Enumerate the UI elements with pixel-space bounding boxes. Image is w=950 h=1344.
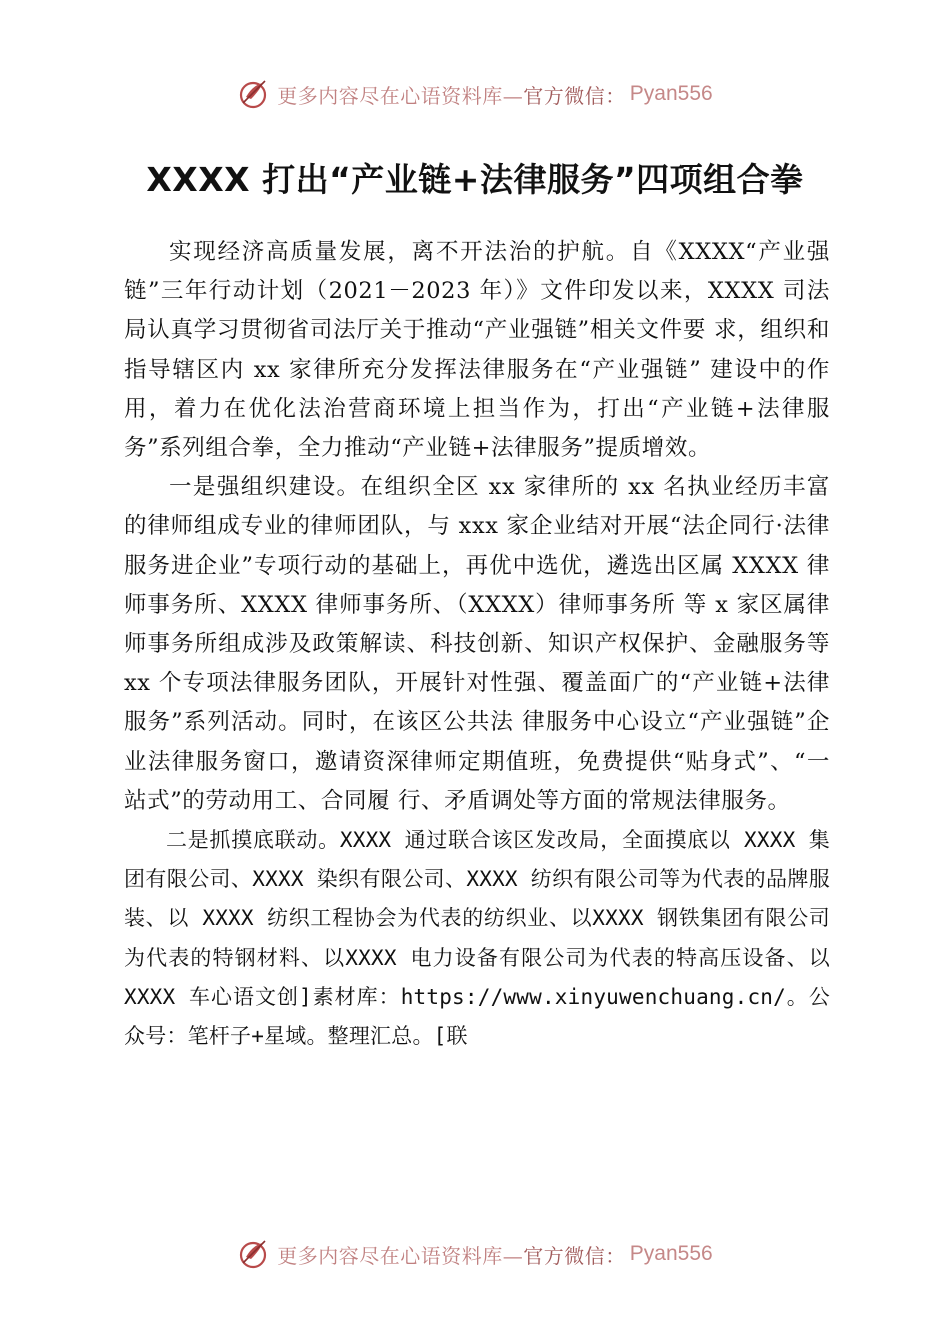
logo-icon [237, 1237, 271, 1271]
paragraph-organization: 一是强组织建设。在组织全区 xx 家律所的 xx 名执业经历丰富的律师组成专业的律师团队，与 xxx 家企业结对开展“法企同行·法律服务进企业”专项行动的基础上，再优中选优，遴选出区属 XXXX 律师事务所、XXXX 律师事务所、（XXXX）律师事务所 等 x 家区属律师事务所组成涉及政策解读、科技创新、知识产权保护、金融服务等 xx 个专项法律服务团队，开展针对性强、覆盖面广的“产业链+法律服务”系列活动。同时，在该区公共法 律服务中心设立“产业强链”企业法律服务窗口，邀请资深律师定期值班，免费提供“贴身式”、“一站式”的劳动用工、合同履 行、矛盾调处等方面的常规法律服务。 [124, 474, 830, 814]
logo-icon [237, 77, 271, 111]
header-banner [0, 74, 950, 114]
banner-text: 更多内容尽在心语资料库—官方微信： [277, 83, 626, 108]
paragraph-survey: 二是抓摸底联动。XXXX 通过联合该区发改局，全面摸底以 XXXX 集团有限公司、XXXX 染织有限公司、XXXX 纺织有限公司等为代表的品牌服装、以 XXXX 纺织工程协会为代表的纺织业、以XXXX 钢铁集团有限公司为代表的特钢材料、以XXXX 电力设备有限公司为代表的特高压设备、以 XXXX 车心语文创]素材库：https://www.xinyuwenchuang.cn/。公众号：笔杆子+星域。整理汇总。[联 [124, 828, 830, 1049]
banner-text: 更多内容尽在心语资料库—官方微信： [277, 1243, 626, 1268]
document-title: XXXX 打出“产业链+法律服务”四项组合拳 [146, 160, 804, 199]
document-body [124, 233, 830, 1056]
paragraph-intro: 实现经济高质量发展，离不开法治的护航。自《XXXX“产业强链”三年行动计划（2021－2023 年）》文件印发以来，XXXX 司法局认真学习贯彻省司法厅关于推动“产业强链”相关文件要 求，组织和指导辖区内 xx 家律所充分发挥法律服务在“产业强链” 建设中的作用，着力在优化法治营商环境上担当作为，打出“产业链+法律服务”系列组合拳，全力推动“产业链+法律服务”提质增效。 [124, 239, 830, 462]
banner-wechat-id: Pyan556 [629, 1242, 713, 1265]
banner-wechat-id: Pyan556 [629, 82, 713, 105]
footer-banner [0, 1234, 950, 1274]
